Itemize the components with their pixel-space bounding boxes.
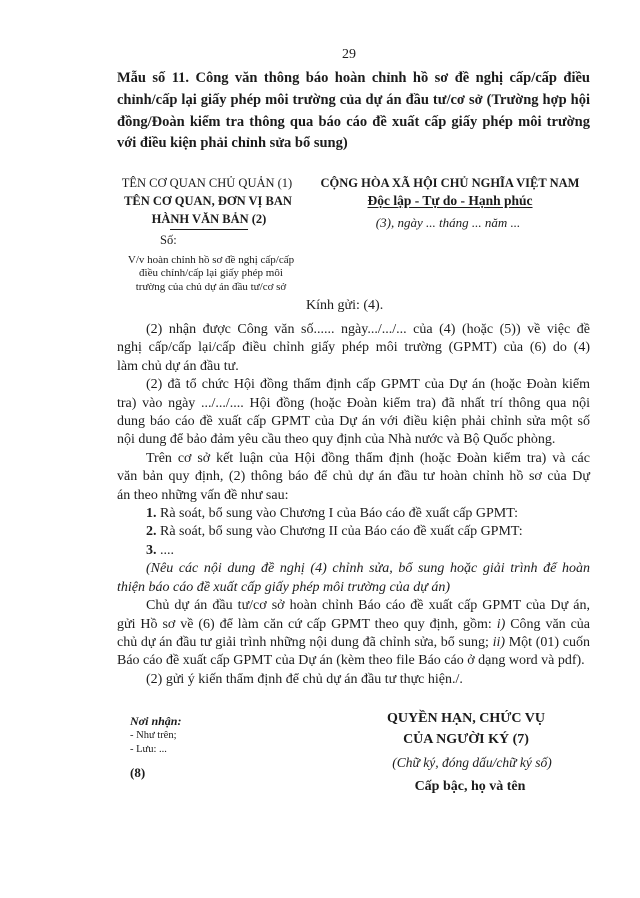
body-line: Báo cáo đề xuất cấp GPMT của Dự án (kèm theo file Báo cáo ở dạng word và pdf).	[117, 653, 585, 668]
list-item	[146, 541, 590, 561]
signer-authority-line: CỦA NGƯỜI KÝ (7)	[403, 732, 529, 747]
signature-note: (Chữ ký, đóng dấu/chữ ký số)	[392, 755, 552, 770]
enumeration-marker: ii)	[492, 635, 506, 650]
recipients-label: Nơi nhận:	[130, 714, 182, 728]
national-motto: Độc lập - Tự do - Hạnh phúc	[367, 193, 533, 208]
list-item-number: 3.	[146, 543, 157, 558]
list-item	[146, 522, 590, 542]
body-line: Chủ dự án đầu tư/cơ sở hoàn chỉnh Báo cáo đề xuất cấp GPMT của Dự án,	[146, 598, 590, 613]
body-text: chủ dự án đầu tư giải trình những nội dung đã chỉnh sửa, bổ sung;	[117, 635, 489, 650]
list-item-text: ....	[160, 543, 174, 558]
form-title-line: đồng/Đoàn kiểm tra thông qua báo cáo đề xuất cấp giấy phép môi trường	[117, 114, 590, 130]
recipients-code: (8)	[130, 765, 146, 780]
subject-line: điều chỉnh/cấp lại giấy phép môi	[139, 267, 283, 279]
body-text: Một (01) cuốn	[508, 635, 590, 650]
form-title-line: với điều kiện phải chỉnh sửa bổ sung)	[117, 135, 348, 151]
subject-line: V/v hoàn chỉnh hồ sơ đề nghị cấp/cấp	[127, 254, 295, 266]
note-line: thiện báo cáo đề xuất cấp giấy phép môi trường của dự án)	[117, 580, 451, 595]
body-line: Trên cơ sở kết luận của Hội đồng thẩm định (hoặc Đoàn kiểm tra) và các	[146, 451, 590, 466]
form-title-line: chỉnh/cấp lại giấy phép môi trường của dự án đầu tư/cơ sở (Trường hợp hội	[117, 92, 590, 108]
body-line: (2) nhận được Công văn số...... ngày.../.../... của (4) (hoặc (5)) về việc đề	[146, 322, 590, 337]
list-item	[146, 504, 590, 524]
body-text: gửi Hồ sơ về (6) để làm căn cứ cấp GPMT theo quy định, gồm:	[117, 617, 492, 632]
body-line	[117, 633, 590, 653]
issuing-agency-line: HÀNH VĂN BẢN (2)	[151, 212, 267, 226]
enumeration-marker: i)	[496, 617, 506, 632]
note-line: (Nêu các nội dung đề nghị (4) chỉnh sửa, bổ sung hoặc giải trình để hoàn	[146, 561, 590, 576]
list-item-text: Rà soát, bổ sung vào Chương II của Báo cáo đề xuất cấp GPMT:	[160, 524, 523, 539]
subject-line: trường của chủ dự án đầu tư/cơ sở	[135, 281, 287, 293]
body-text: Công văn của	[510, 617, 591, 632]
parent-agency: TÊN CƠ QUAN CHỦ QUẢN (1)	[121, 176, 293, 190]
body-line: án theo những vấn đề như sau:	[117, 488, 289, 503]
closing-line: (2) gửi ý kiến thẩm định để chủ dự án đầu tư thực hiện./.	[146, 672, 463, 687]
place-and-date: (3), ngày ... tháng ... năm ...	[375, 215, 521, 230]
body-line: làm chủ dự án đầu tư.	[117, 359, 239, 374]
body-line: tra) vào ngày .../.../.... Hội đồng (hoặc Đoàn kiểm tra) đã nhất trí thông qua nội	[117, 396, 590, 411]
signer-authority-line: QUYỀN HẠN, CHỨC VỤ	[387, 711, 545, 726]
body-line: văn bản quy định, (2) thông báo để chủ dự án đầu tư hoàn chỉnh hồ sơ của Dự	[117, 469, 590, 484]
body-line	[117, 615, 590, 635]
list-item-number: 2.	[146, 524, 157, 539]
signer-rank-name: Cấp bậc, họ và tên	[414, 779, 526, 794]
issuing-agency-line: TÊN CƠ QUAN, ĐƠN VỊ BAN	[124, 194, 292, 208]
body-line: nội dung để bảo đảm yêu cầu theo quy định của Nhà nước và Bộ Quốc phòng.	[117, 432, 556, 447]
recipient-line: Kính gửi: (4).	[306, 298, 384, 313]
list-item-number: 1.	[146, 506, 157, 521]
recipients-item: - Lưu: ...	[130, 744, 167, 755]
body-line: nghị cấp/cấp lại/cấp điều chỉnh giấy phép môi trường (GPMT) của (6) do (4)	[117, 340, 590, 355]
body-line: dung báo cáo đề xuất cấp GPMT của Dự án với điều kiện phải chỉnh sửa một số	[117, 414, 590, 429]
body-line: (2) đã tổ chức Hội đồng thẩm định cấp GPMT của Dự án (hoặc Đoàn kiểm	[146, 377, 590, 392]
form-title-line: Mẫu số 11. Công văn thông báo hoàn chỉnh hồ sơ đề nghị cấp/cấp điều	[117, 70, 590, 86]
page-number: 29	[342, 47, 356, 62]
nation-name: CỘNG HÒA XÃ HỘI CHỦ NGHĨA VIỆT NAM	[320, 176, 580, 190]
list-item-text: Rà soát, bổ sung vào Chương I của Báo cáo đề xuất cấp GPMT:	[160, 506, 518, 521]
document-number-label: Số:	[160, 233, 177, 247]
recipients-item: - Như trên;	[130, 730, 177, 741]
